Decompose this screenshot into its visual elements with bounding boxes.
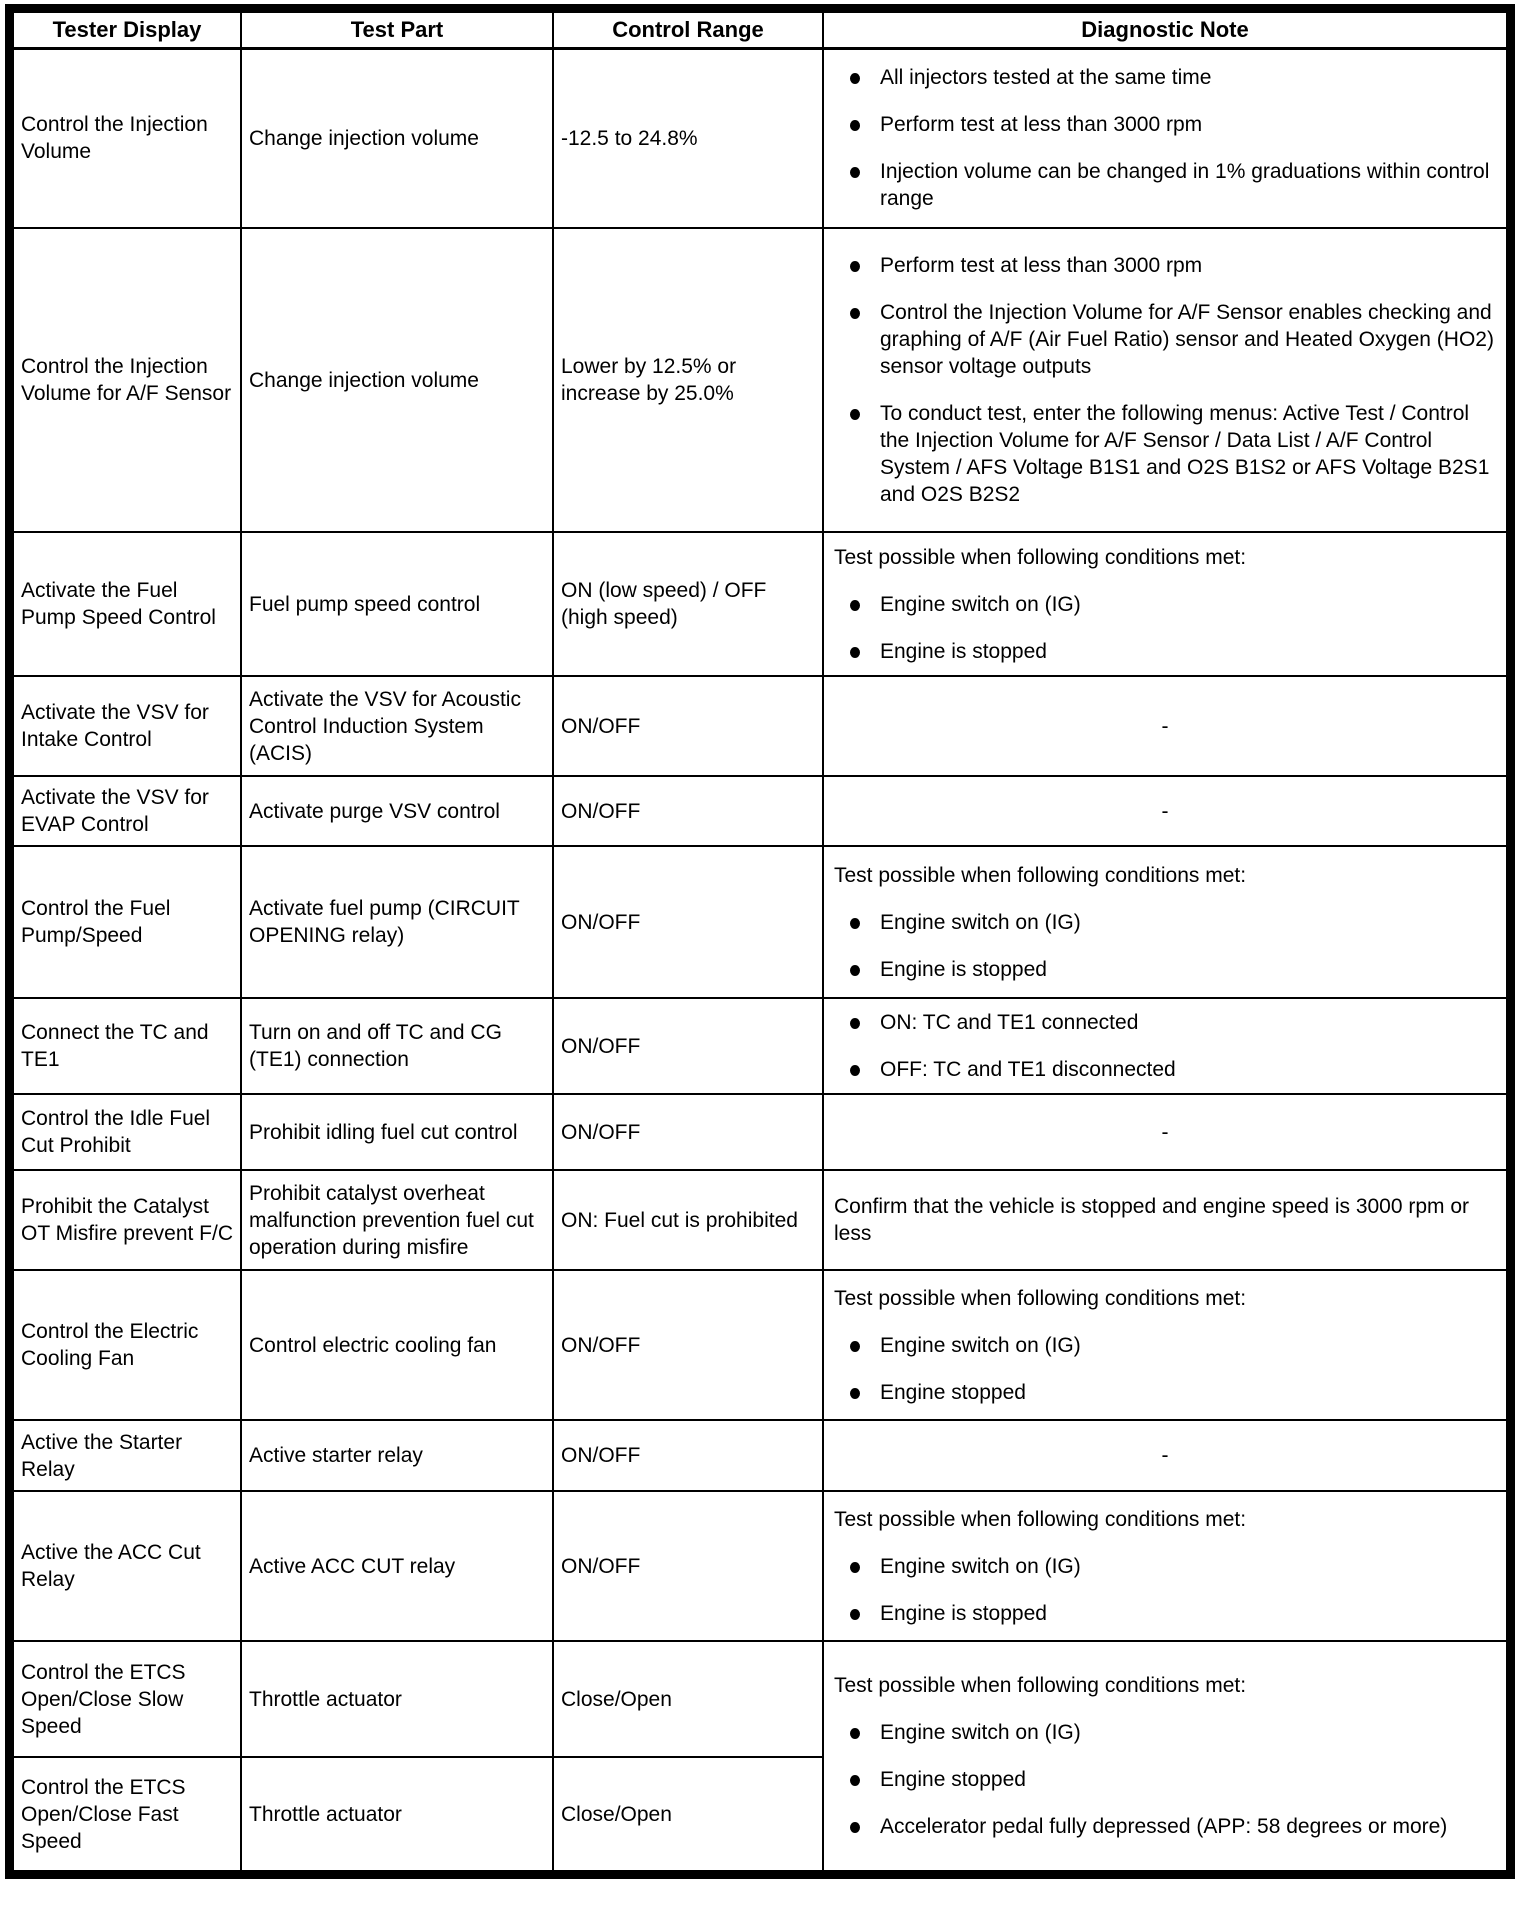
tester-display-cell: Control the ETCS Open/Close Fast Speed [13,1757,241,1871]
note-bullet-text: Engine switch on (IG) [880,910,1081,934]
tester-display-cell: Active the Starter Relay [13,1420,241,1491]
control-range-cell: ON/OFF [553,1094,823,1170]
note-bullet [850,64,1496,91]
bullet-icon [850,308,860,319]
note-intro: Test possible when following conditions met: [834,1674,1247,1697]
bullet-icon [850,918,860,929]
table-row [13,1491,1507,1641]
table-row [13,48,1507,228]
bullet-icon [850,261,860,272]
note-bullet [850,1056,1496,1083]
control-range-cell: ON/OFF [553,1491,823,1641]
table-row [13,676,1507,776]
control-range-cell: -12.5 to 24.8% [553,48,823,228]
note-bullet-text: To conduct test, enter the following menus: Active Test / Control the Injection Volume for A/F Sensor / Data List / A/F Control System / AFS Voltage B1S1 and O2S B1S2 or AFS Voltage B2S1 and O2S B2S2 [880,402,1490,506]
bullet-icon [850,1609,860,1620]
test-part-cell: Turn on and off TC and CG (TE1) connection [241,998,553,1094]
note-bullet [850,111,1496,138]
bullet-icon [850,1018,860,1029]
note-bullet [850,252,1496,279]
bullet-icon [850,1065,860,1076]
bullet-icon [850,1562,860,1573]
note-bullet-text: Accelerator pedal fully depressed (APP: 58 degrees or more) [880,1815,1448,1838]
diagnostic-note-cell [823,532,1507,676]
bullet-icon [850,1822,860,1833]
tester-display-cell: Control the ETCS Open/Close Slow Speed [13,1641,241,1757]
tester-display-cell: Activate the VSV for Intake Control [13,676,241,776]
tester-display-cell: Prohibit the Catalyst OT Misfire prevent F/C [13,1170,241,1270]
table-row [13,776,1507,846]
test-part-cell: Activate the VSV for Acoustic Control Induction System (ACIS) [241,676,553,776]
bullet-icon [850,1775,860,1786]
note-intro: Test possible when following conditions met: [834,1507,1247,1531]
control-range-cell: Lower by 12.5% or increase by 25.0% [553,228,823,532]
note-bullet [850,591,1496,618]
note-bullet-text: Perform test at less than 3000 rpm [880,254,1203,277]
table-row [13,846,1507,998]
test-part-cell: Control electric cooling fan [241,1270,553,1420]
tester-display-cell: Control the Idle Fuel Cut Prohibit [13,1094,241,1170]
note-bullet-text: Injection volume can be changed in 1% graduations within control range [880,160,1490,211]
test-part-cell: Active ACC CUT relay [241,1491,553,1641]
tester-display-cell: Control the Electric Cooling Fan [13,1270,241,1420]
bullet-icon [850,73,860,84]
tester-display-cell: Activate the VSV for EVAP Control [13,776,241,846]
diagnostic-note-cell [823,48,1507,228]
diagnostic-note-cell [823,846,1507,998]
note-bullet-text: Engine switch on (IG) [880,1333,1081,1357]
tester-display-cell: Control the Fuel Pump/Speed [13,846,241,998]
header-tester-display: Tester Display [13,12,241,48]
diagnostic-note-cell [823,1491,1507,1641]
diagnostic-note-cell: Confirm that the vehicle is stopped and engine speed is 3000 rpm or less [823,1170,1507,1270]
header-test-part: Test Part [241,12,553,48]
control-range-cell: ON: Fuel cut is prohibited [553,1170,823,1270]
tester-display-cell: Activate the Fuel Pump Speed Control [13,532,241,676]
bullet-icon [850,409,860,420]
note-bullet [850,1813,1496,1840]
note-bullet-text: OFF: TC and TE1 disconnected [880,1058,1176,1081]
note-bullet [850,1379,1496,1406]
note-bullet [850,956,1496,983]
control-range-cell: ON/OFF [553,1270,823,1420]
note-bullet-text: Engine is stopped [880,1601,1047,1625]
bullet-icon [850,120,860,131]
note-bullet-text: Engine switch on (IG) [880,1721,1081,1744]
table-frame [5,4,1515,1879]
control-range-cell: ON/OFF [553,846,823,998]
control-range-cell: ON/OFF [553,1420,823,1491]
test-part-cell: Change injection volume [241,48,553,228]
test-part-cell: Prohibit idling fuel cut control [241,1094,553,1170]
note-bullet [850,299,1496,380]
tester-display-cell: Control the Injection Volume [13,48,241,228]
header-diagnostic-note: Diagnostic Note [823,12,1507,48]
bullet-icon [850,167,860,178]
diagnostic-note-cell: - [823,1094,1507,1170]
note-bullet [850,158,1496,212]
test-part-cell: Activate fuel pump (CIRCUIT OPENING relay) [241,846,553,998]
diagnostic-note-cell: - [823,676,1507,776]
bullet-icon [850,1728,860,1739]
tester-display-cell: Connect the TC and TE1 [13,998,241,1094]
test-part-cell: Prohibit catalyst overheat malfunction prevention fuel cut operation during misfire [241,1170,553,1270]
note-bullet [850,1332,1496,1359]
diagnostic-note-cell [823,1270,1507,1420]
table-row [13,532,1507,676]
note-bullet [850,1719,1496,1746]
note-bullet-text: Engine stopped [880,1380,1026,1404]
bullet-icon [850,600,860,611]
control-range-cell: Close/Open [553,1757,823,1871]
active-test-table [12,11,1508,1872]
control-range-cell: Close/Open [553,1641,823,1757]
table-row [13,1094,1507,1170]
note-bullet [850,1600,1496,1627]
note-bullet [850,1009,1496,1036]
note-bullet [850,1553,1496,1580]
header-control-range: Control Range [553,12,823,48]
bullet-icon [850,1388,860,1399]
note-bullet-text: Control the Injection Volume for A/F Sensor enables checking and graphing of A/F (Air Fuel Ratio) sensor and Heated Oxygen (HO2) sensor voltage outputs [880,301,1494,378]
note-intro: Test possible when following conditions met: [834,545,1247,569]
note-bullet [850,638,1496,665]
diagnostic-note-cell-merged [823,1641,1507,1871]
note-intro: Test possible when following conditions met: [834,863,1247,887]
note-bullet [850,909,1496,936]
header-row [13,12,1507,48]
diagnostic-note-cell: - [823,1420,1507,1491]
note-bullet [850,400,1496,508]
test-part-cell: Activate purge VSV control [241,776,553,846]
test-part-cell: Throttle actuator [241,1641,553,1757]
note-bullet [850,1766,1496,1793]
bullet-icon [850,965,860,976]
bullet-icon [850,647,860,658]
note-bullet-text: Engine is stopped [880,957,1047,981]
note-bullet-text: Perform test at less than 3000 rpm [880,113,1203,137]
test-part-cell: Change injection volume [241,228,553,532]
control-range-cell: ON/OFF [553,776,823,846]
note-bullet-text: ON: TC and TE1 connected [880,1011,1139,1034]
tester-display-cell: Active the ACC Cut Relay [13,1491,241,1641]
bullet-icon [850,1341,860,1352]
diagnostic-note-cell: - [823,776,1507,846]
test-part-cell: Throttle actuator [241,1757,553,1871]
control-range-cell: ON (low speed) / OFF (high speed) [553,532,823,676]
test-part-cell: Fuel pump speed control [241,532,553,676]
note-bullet-text: All injectors tested at the same time [880,66,1212,90]
diagnostic-note-cell [823,228,1507,532]
control-range-cell: ON/OFF [553,998,823,1094]
note-bullet-text: Engine stopped [880,1768,1026,1791]
table-row [13,1270,1507,1420]
control-range-cell: ON/OFF [553,676,823,776]
tester-display-cell: Control the Injection Volume for A/F Sensor [13,228,241,532]
note-bullet-text: Engine switch on (IG) [880,592,1081,616]
diagnostic-note-cell [823,998,1507,1094]
table-row [13,1170,1507,1270]
note-intro: Test possible when following conditions met: [834,1286,1247,1310]
note-bullet-text: Engine switch on (IG) [880,1554,1081,1578]
table-row [13,998,1507,1094]
test-part-cell: Active starter relay [241,1420,553,1491]
note-bullet-text: Engine is stopped [880,639,1047,663]
table-row [13,228,1507,532]
table-row [13,1420,1507,1491]
table-row [13,1641,1507,1757]
